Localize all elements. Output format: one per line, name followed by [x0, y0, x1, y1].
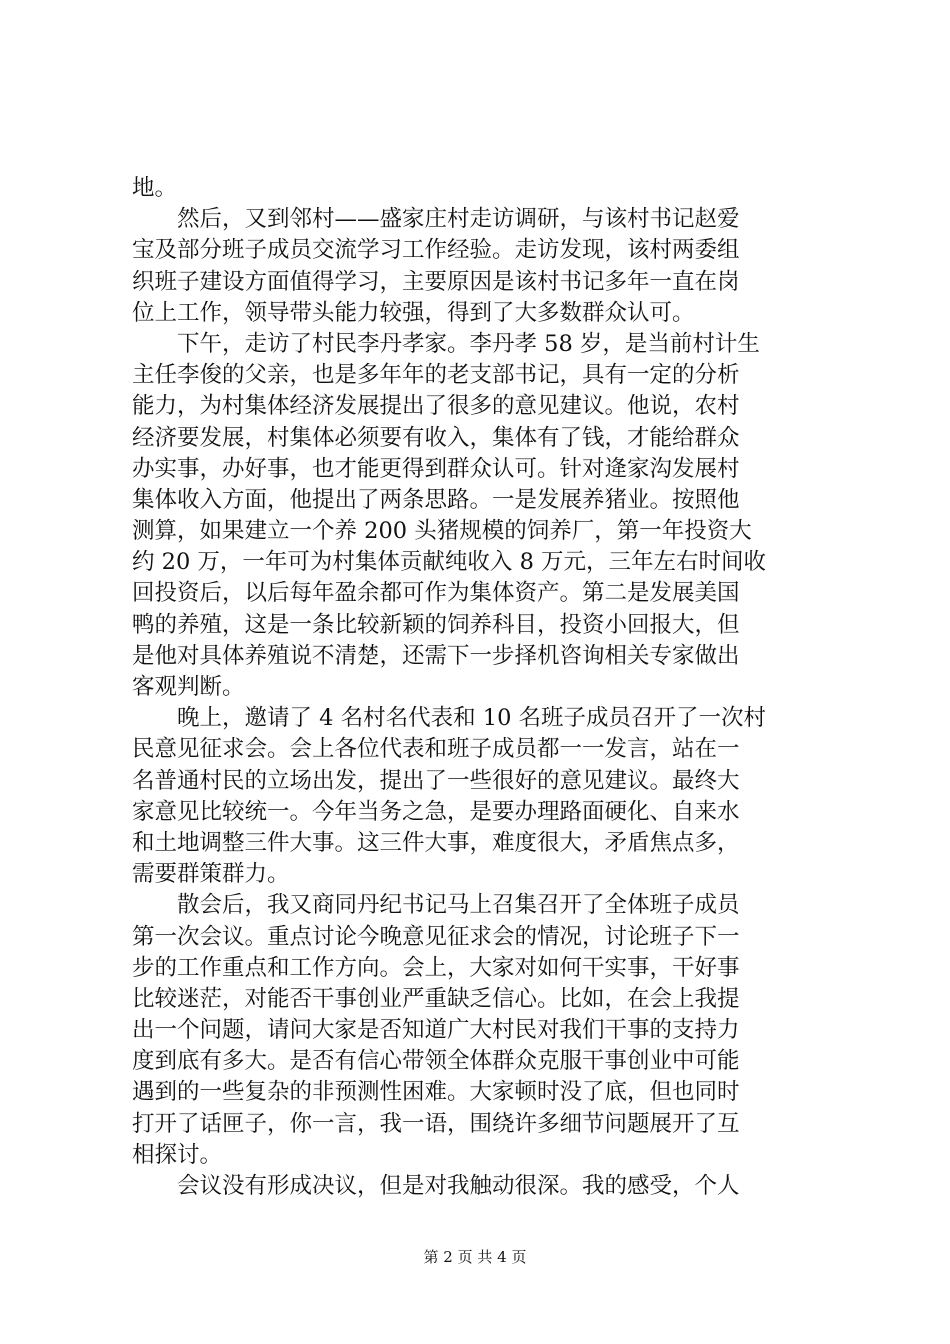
- text-line: 名普通村民的立场出发，提出了一些很好的意见建议。最终大: [132, 767, 740, 794]
- text-line: 地。: [132, 175, 178, 201]
- text-line: 织班子建设方面值得学习，主要原因是该村书记多年一直在岗: [132, 268, 740, 295]
- text-line: 比较迷茫，对能否干事创业严重缺乏信心。比如，在会上我提: [132, 985, 740, 1012]
- text-line: 是他对具体养殖说不清楚，还需下一步择机咨询相关专家做出: [132, 642, 740, 669]
- paragraph-first-line: 散会后，我又商同丹纪书记马上召集召开了全体班子成员: [177, 892, 740, 919]
- text-line: 能力，为村集体经济发展提出了很多的意见建议。他说，农村: [132, 393, 740, 420]
- paragraph-first-line: 下午，走访了村民李丹孝家。李丹孝 58 岁，是当前村计生: [177, 330, 760, 357]
- paragraph-first-line: 然后，又到邻村——盛家庄村走访调研，与该村书记赵爱: [177, 206, 740, 233]
- text-line: 回投资后，以后每年盈余都可作为集体资产。第二是发展美国: [132, 580, 740, 607]
- text-line: 主任李俊的父亲，也是多年年的老支部书记，具有一定的分析: [132, 362, 740, 389]
- text-line: 度到底有多大。是否有信心带领全体群众克服干事创业中可能: [132, 1048, 740, 1075]
- document-body: [132, 173, 826, 1202]
- page-number-label: 第 2 页 共 4 页: [423, 1248, 527, 1266]
- text-line: 测算，如果建立一个养 200 头猪规模的饲养厂，第一年投资大: [132, 518, 752, 545]
- text-line: 宝及部分班子成员交流学习工作经验。走访发现，该村两委组: [132, 237, 740, 264]
- text-line: 家意见比较统一。今年当务之急，是要办理路面硬化、自来水: [132, 798, 740, 825]
- text-line: 集体收入方面，他提出了两条思路。一是发展养猪业。按照他: [132, 486, 740, 513]
- paragraph-first-line: 晚上，邀请了 4 名村名代表和 10 名班子成员召开了一次村: [177, 705, 767, 732]
- text-line: 相探讨。: [132, 1141, 223, 1168]
- text-line: 客观判断。: [132, 674, 245, 700]
- text-line: 鸭的养殖，这是一条比较新颖的饲养科目，投资小回报大，但: [132, 611, 740, 638]
- text-line: 遇到的一些复杂的非预测性困难。大家顿时没了底，但也同时: [132, 1079, 740, 1106]
- text-line: 步的工作重点和工作方向。会上，大家对如何干实事，干好事: [132, 954, 740, 981]
- text-line: 需要群策群力。: [132, 861, 290, 888]
- text-line: 办实事，办好事，也才能更得到群众认可。针对逄家沟发展村: [132, 455, 740, 482]
- text-line: 民意见征求会。会上各位代表和班子成员都一一发言，站在一: [132, 736, 740, 763]
- text-line: 出一个问题，请问大家是否知道广大村民对我们干事的支持力: [132, 1017, 740, 1044]
- text-line: 和土地调整三件大事。这三件大事，难度很大，矛盾焦点多，: [132, 829, 740, 856]
- text-line: 经济要发展，村集体必须要有收入，集体有了钱，才能给群众: [132, 424, 740, 451]
- text-line: 第一次会议。重点讨论今晚意见征求会的情况，讨论班子下一: [132, 923, 740, 950]
- text-line: 打开了话匣子，你一言，我一语，围绕许多细节问题展开了互: [132, 1110, 740, 1137]
- paragraph-first-line: 会议没有形成决议，但是对我触动很深。我的感受，个人: [177, 1173, 740, 1199]
- text-line: 约 20 万，一年可为村集体贡献纯收入 8 万元，三年左右时间收: [132, 549, 767, 576]
- text-line: 位上工作，领导带头能力较强，得到了大多数群众认可。: [132, 299, 695, 326]
- page-footer: [0, 1247, 950, 1267]
